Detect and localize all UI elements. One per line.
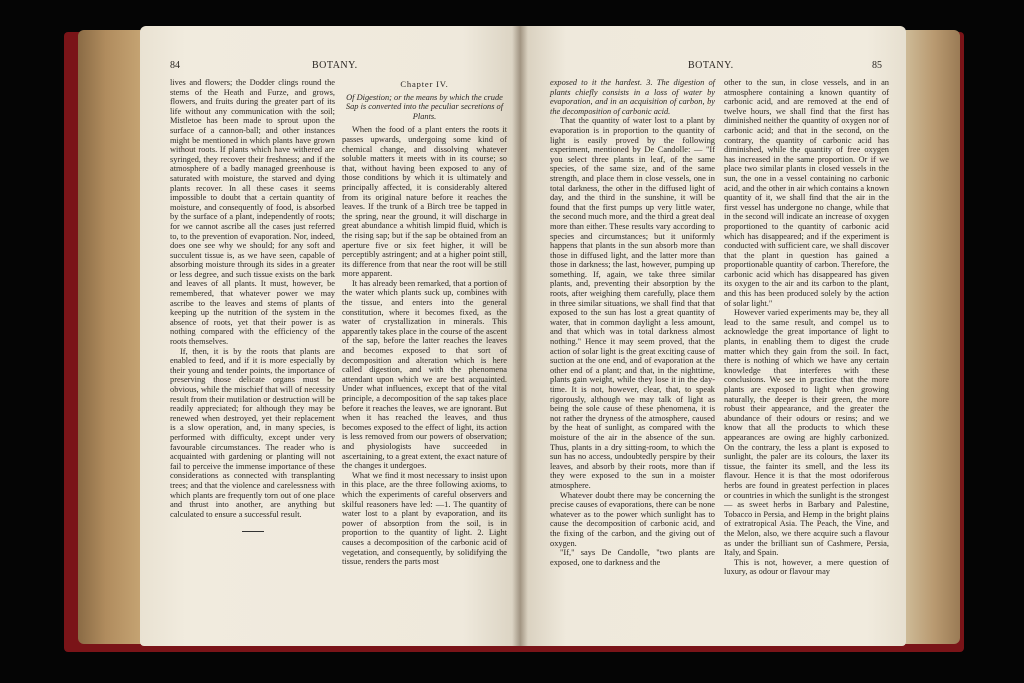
page-number-left: 84 [170, 60, 180, 71]
paragraph: When the food of a plant enters the roots it passes upwards, undergoing some kind of chemical change, and dissolving whatever soluble matters it meets with in its course; so that, without having been exposed to any of those conditions by which it is ultimately and principally affected, it is considerably altered from its original nature before it reaches the leaves. If the trunk of a Birch tree be tapped in the spring, near the ground, it will discharge in great abundance a whitish limpid fluid, which is the rising sap; but if the sap be obtained from an aperture five or six feet higher, it will be perceptibly astringent; and at a higher point still, its difference from that near the root will be still more apparent. [342, 125, 507, 279]
paragraph: Whatever doubt there may be concerning the precise causes of evaporations, there can be none whatever as to the power which sunlight has to cause the decomposition of carbonic acid, and the fixing of the carbon, and the giving out of oxygen. [550, 490, 715, 548]
page-edges-left [78, 30, 148, 644]
chapter-heading: Chapter IV. [400, 79, 449, 89]
paragraph: lives and flowers; the Dodder clings round the stems of the Heath and Furze, and grows, flowers, and fruits during the greater part of its life without any communication with the soil; Mistletoe has been made to sprout upon the surface of a cannon-ball; and other instances might be mentioned in which plants have grown without roots. If plants which have withered are syringed, they recover their freshness; and if the atmosphere of a badly managed greenhouse is saturated with moisture, the starved and dying plants recover. In all these cases it seems impossible to doubt that a certain quantity of moisture, and consequently of food, is absorbed by the surface of a plant, independently of roots; for we cannot ascribe all the cases just referred to, to the prevention of evaporation. Nor, indeed, does one see why we should; for any soft and succulent tissue is, as we have seen, capable of absorbing moisture through its sides in a greater or less degree, and such tissue exists on the bark and leaves of all plants. It must, however, be remembered, that whatever power we may ascribe to the leaves and stems of plants of keeping up the nutrition of the system in the absence of roots, yet that their power is as nothing compared with the efficiency of the roots themselves. [170, 78, 335, 347]
right-page [520, 26, 906, 646]
right-column-2 [724, 78, 889, 577]
paragraph: That the quantity of water lost to a plant by evaporation is in proportion to the quantity of light is easily proved by the following experiment, mentioned by De Candolle: — "If you select three plants in leaf, of the same species, of the same size, and of the same strength, and place them in close vessels, one in total darkness, the other in the diffused light of day, and the third in the sunshine, it will be found that the first pumps up very little water, the second much more, and the third a great deal more than either. These results vary according to species and circumstances; but it uniformly happens that plants in the sun absorb more than those in diffused light, and the latter more than those in darkness; the last, however, pumping up something. If, again, we take three similar plants, and, preventing their absorption by the roots, after weighing them carefully, place them in three similar situations, we shall find that that exposed to the sun has lost a great quantity of water, that in common daylight a less amount, and that which was in total darkness almost nothing." Hence it may seem proved, that the action of solar light is the great exciting cause of suction at the one end, and of evaporation at the other end of a plant; and that, in the nighttime, plants gain weight, while they lose it in the day-time. It is not, however, clear, that, to speak rigorously, although we may talk of light as being the sole cause of these phenomena, it is not rather the dryness of the atmosphere, caused by the heat of sunlight, as compared with the moisture of the air in the absence of the sun. Thus, plants in a dry sitting-room, to which the sun has no access, undoubtedly perspire by their leaves, and absorb by their roots, more than if they were exposed to the sun in a moister atmosphere. [550, 116, 715, 490]
chapter-subtitle: Of Digestion; or the means by which the crude Sap is converted into the peculiar secretions of Plants. [345, 92, 504, 121]
paragraph: If, then, it is by the roots that plants are enabled to feed, and if it is more especially by their young and tender points, the importance of preserving those delicate organs must be obvious, while the mischief that will of necessity result from their mutilation or destruction will be readily appreciated; for although they may be renewed when destroyed, yet their replacement is a slow operation, and, in many species, is performed with difficulty, except under very favourable circumstances. The reader who is acquainted with gardening or planting will not fail to perceive the immense importance of these considerations as connected with transplanting trees; and that the violence and carelessness with which plants are frequently torn out of one place and thrust into another, are anything but calculated to ensure a successful result. [170, 346, 335, 519]
section-rule [242, 531, 264, 532]
paragraph: exposed to it the hardest. 3. The digestion of plants chiefly consists in a loss of water by evaporation, and in an acquisition of carbon, by the decomposition of carbonic acid. [550, 78, 715, 116]
right-column-1 [550, 78, 715, 567]
running-head-left: BOTANY. [312, 60, 358, 71]
paragraph: It has already been remarked, that a portion of the water which plants suck up, combines with the tissue, and enters into the general constitution, where it becomes fixed, as the water of crystallization in minerals. This apparently takes place in the course of the ascent of the sap, before the latter reaches the leaves and becomes exposed to that sort of decomposition and alteration which is here called digestion, and with the phenomena attendant upon which we are best acquainted. Under what influences, except that of the vital principle, a decomposition of the sap takes place before it reaches the leaves, we are ignorant. But when it has reached the leaves, and thus becomes exposed to the effect of light, its action is less removed from our powers of observation; and physiologists have succeeded in ascertaining, to a great extent, the exact nature of the changes it undergoes. [342, 278, 507, 471]
paragraph: "If," says De Candolle, "two plants are exposed, one to darkness and the [550, 548, 715, 567]
paragraph: However varied experiments may be, they all lead to the same result, and compel us to acknowledge the great importance of light to plants, in enabling them to digest the crude matter which they gain from the soil. In fact, there is nothing of which we have any certain knowledge that interferes with these conclusions. We see in practice that the more plants are exposed to light when growing naturally, the deeper is their green, the more robust their appearance, and the greater the abundance of their odours or resins; and we know that all the products to which these appearances are owing are highly carbonized. On the contrary, the less a plant is exposed to sunlight, the paler are its colours, the laxer its tissue, the fainter its smell, and the less its flavour. Hence it is that the most odoriferous herbs are found in greatest perfection in places or countries in which the sunlight is the strongest— as sweet herbs in Barbary and Palestine, Tobacco in Persia, and Hemp in the bright plains of extratropical Asia. The Peach, the Vine, and the Melon, also, we there acquire such a flavour as under the brilliant sun of Cashmere, Persia, Italy, and Spain. [724, 308, 889, 558]
page-number-right: 85 [872, 60, 882, 71]
left-page [140, 26, 520, 646]
paragraph: other to the sun, in close vessels, and in an atmosphere containing a known quantity of carbonic acid, and are removed at the end of twelve hours, we shall find that the first has diminished neither the quantity of oxygen nor of carbonic acid; and that in the second, on the contrary, the quantity of carbonic acid has diminished, while the quantity of free oxygen has increased in the same proportion. Or if we place two similar plants in closed vessels in the sun, the one in a vessel containing no carbonic acid, and the other in air which contains a known quantity of it, we shall find that the air in the first vessel has undergone no change, while that in the second will indicate an increase of oxygen proportioned to the quantity of carbonic acid which has disappeared; and if the experiment is conducted with sufficient care, we shall discover that the plant in question has gained a proportionable quantity of carbon. Therefore, the carbonic acid which has disappeared has given its oxygen to the air and its carbon to the plant, and this has been produced solely by the action of solar light." [724, 78, 889, 308]
running-head-right: BOTANY. [688, 60, 734, 71]
paragraph: What we find it most necessary to insist upon in this place, are the three following axioms, to which the experiments of careful observers and skilful reasoners have led: —1. The quantity of water lost to a plant by evaporation, and its power of absorption from the soil, is in proportion to the quantity of light. 2. Light causes a decomposition of the carbonic acid of vegetation, and consequently, by solidifying the tissue, renders the parts most [342, 470, 507, 567]
left-column-1 [170, 78, 335, 532]
paragraph: This is not, however, a mere question of luxury, as odour or flavour may [724, 557, 889, 577]
left-column-2 [342, 78, 507, 567]
book-gutter [512, 26, 528, 646]
